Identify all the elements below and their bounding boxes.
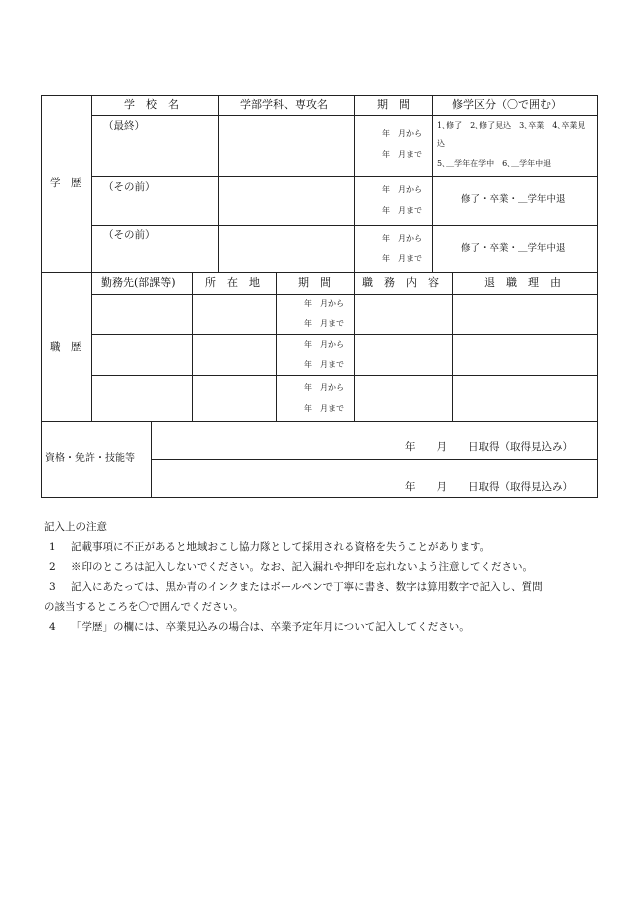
note-text: 記載事項に不正があると地域おこし協力隊として採用される資格を失うことがあります。: [71, 541, 491, 553]
edu-period-to: 年 月まで: [382, 206, 422, 215]
notes-title: 記入上の注意: [44, 521, 107, 533]
career-period-to: 年 月まで: [304, 360, 344, 369]
section-label-divider: [91, 95, 92, 422]
career-header-bottom: [91, 294, 597, 295]
career-col-employer-right: [192, 272, 193, 421]
edu-header-status: 修学区分（〇で囲む）: [452, 98, 562, 111]
career-header-period: 期 間: [298, 276, 331, 289]
career-row1-bottom: [91, 334, 597, 335]
career-header-employer: 勤務先(部課等): [101, 276, 176, 289]
career-col-duties-right: [452, 272, 453, 421]
qualification-date-text: 年 月 日取得（取得見込み）: [405, 481, 573, 493]
note-text: 記入にあたっては、黒か青のインクまたはボールペンで丁寧に書き、数字は算用数字で記入し、質問: [71, 581, 543, 593]
table-border-top: [41, 95, 598, 96]
career-header-duties: 職 務 内 容: [362, 276, 439, 289]
edu-status-options: 修了・卒業・＿学年中退: [461, 243, 566, 254]
note-number: 3: [49, 581, 56, 593]
note-number: 1: [49, 541, 56, 553]
edu-period-to: 年 月まで: [382, 254, 422, 263]
career-period-to: 年 月まで: [304, 319, 344, 328]
edu-period-to: 年 月まで: [382, 150, 422, 159]
note-number: 4: [49, 621, 56, 633]
edu-col-school-right: [218, 95, 219, 272]
table-border-left: [41, 95, 42, 497]
note-text: 「学歴」の欄には、卒業見込みの場合は、卒業予定年月について記入してください。: [71, 621, 470, 633]
edu-period-from: 年 月から: [382, 185, 422, 194]
career-col-location-right: [276, 272, 277, 421]
career-row2-bottom: [91, 375, 597, 376]
note-text-continued: の該当するところを〇で囲んでください。: [44, 601, 244, 613]
edu-header-period: 期 間: [377, 98, 410, 111]
edu-header-faculty: 学部学科、専攻名: [240, 98, 328, 111]
edu-row1-bottom: [91, 176, 597, 177]
career-period-to: 年 月まで: [304, 404, 344, 413]
edu-period-from: 年 月から: [382, 129, 422, 138]
edu-row-label: （最終）: [103, 120, 145, 132]
career-period-from: 年 月から: [304, 340, 344, 349]
career-header-reason: 退 職 理 由: [484, 276, 561, 289]
qual-row-divider: [151, 459, 597, 460]
edu-header-school: 学 校 名: [124, 98, 179, 111]
qualifications-section-label: 資格・免許・技能等: [45, 453, 135, 464]
edu-col-faculty-right: [354, 95, 355, 272]
edu-status-options: 修了・卒業・＿学年中退: [461, 194, 566, 205]
education-section-label: 学 歴: [50, 177, 82, 189]
career-period-from: 年 月から: [304, 383, 344, 392]
career-section-label: 職 歴: [50, 341, 82, 353]
career-section-bottom: [41, 421, 598, 422]
career-col-period-right: [354, 272, 355, 421]
edu-header-bottom: [91, 115, 597, 116]
edu-status-options-line1: 1､修了 2､修了見込 3､卒業 4､卒業見: [437, 121, 586, 130]
qualification-date-text: 年 月 日取得（取得見込み）: [405, 441, 573, 453]
career-period-from: 年 月から: [304, 299, 344, 308]
edu-col-period-right: [432, 95, 433, 272]
edu-row-label: （その前）: [103, 229, 156, 241]
edu-status-options-line3: 5､＿学年在学中 6､＿学年中退: [437, 159, 552, 168]
table-border-right: [597, 95, 598, 497]
edu-status-options-line2: 込: [437, 139, 445, 148]
table-border-bottom: [41, 497, 598, 498]
note-text: ※印のところは記入しないでください。なお、記入漏れや押印を忘れないよう注意してください。: [71, 561, 533, 573]
edu-row-label: （その前）: [103, 181, 156, 193]
note-number: 2: [49, 561, 56, 573]
edu-section-bottom: [41, 272, 598, 273]
edu-row2-bottom: [91, 225, 597, 226]
career-header-location: 所 在 地: [205, 276, 260, 289]
edu-period-from: 年 月から: [382, 234, 422, 243]
